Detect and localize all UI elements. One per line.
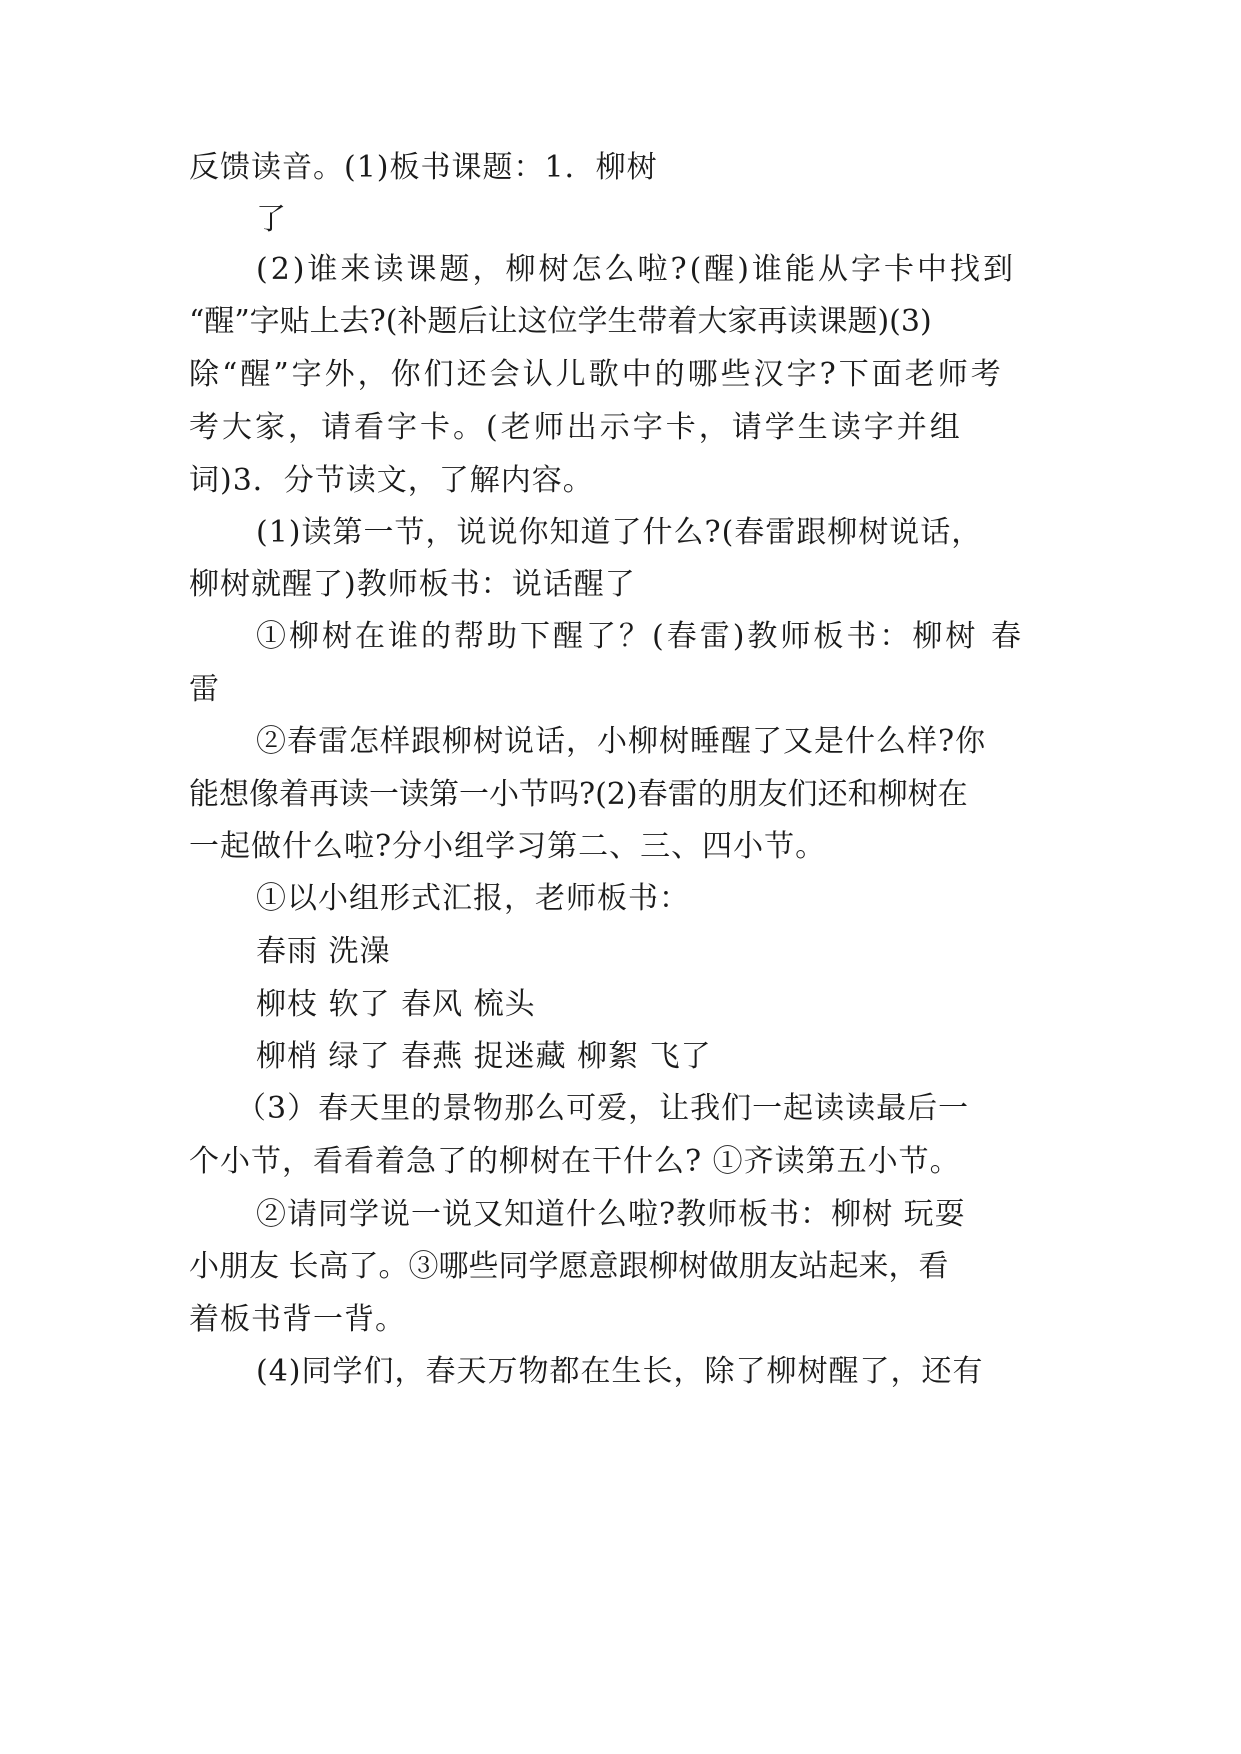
text-line: ②请同学说一说又知道什么啦?教师板书：柳树 玩耍 [256,1197,966,1232]
text-line: (2)谁来读课题，柳树怎么啦?(醒)谁能从字卡中找到 [256,252,1016,287]
text-line: ①以小组形式汇报，老师板书： [256,881,690,916]
text-line: 除“醒”字外，你们还会认儿歌中的哪些汉字?下面老师考 [189,357,1004,392]
text-line: 柳枝 软了 春风 梳头 [256,987,536,1022]
text-line: 了 [256,202,287,237]
text-line: 春雨 洗澡 [256,934,391,969]
text-line: 个小节，看看着急了的柳树在干什么? ①齐读第五小节。 [189,1144,961,1179]
text-line: ①柳树在谁的帮助下醒了？(春雷)教师板书：柳树 春 [256,619,1024,654]
text-line: 雷 [189,672,220,707]
text-line: 小朋友 长高了。③哪些同学愿意跟柳树做朋友站起来，看 [189,1249,949,1284]
text-line: 考大家，请看字卡。(老师出示字卡，请学生读字并组 [189,410,963,445]
text-line: (1)读第一节，说说你知道了什么?(春雷跟柳树说话， [256,515,983,550]
text-line: 能想像着再读一读第一小节吗?(2)春雷的朋友们还和柳树在 [189,777,968,812]
text-line: 一起做什么啦?分小组学习第二、三、四小节。 [189,829,827,864]
text-line: 柳梢 绿了 春燕 捉迷藏 柳絮 飞了 [256,1039,712,1074]
text-line: 着板书背一背。 [189,1302,406,1337]
text-line: (4)同学们，春天万物都在生长，除了柳树醒了，还有 [256,1354,984,1389]
text-line: 反馈读音。(1)板书课题：1．柳树 [189,150,658,185]
text-line: 柳树就醒了)教师板书：说话醒了 [189,567,636,602]
text-line: （3）春天里的景物那么可爱，让我们一起读读最后一 [236,1091,970,1126]
text-line: 词)3．分节读文，了解内容。 [189,463,594,498]
text-line: ②春雷怎样跟柳树说话，小柳树睡醒了又是什么样?你 [256,724,987,759]
text-line: “醒”字贴上去?(补题后让这位学生带着大家再读课题)(3) [189,304,932,339]
